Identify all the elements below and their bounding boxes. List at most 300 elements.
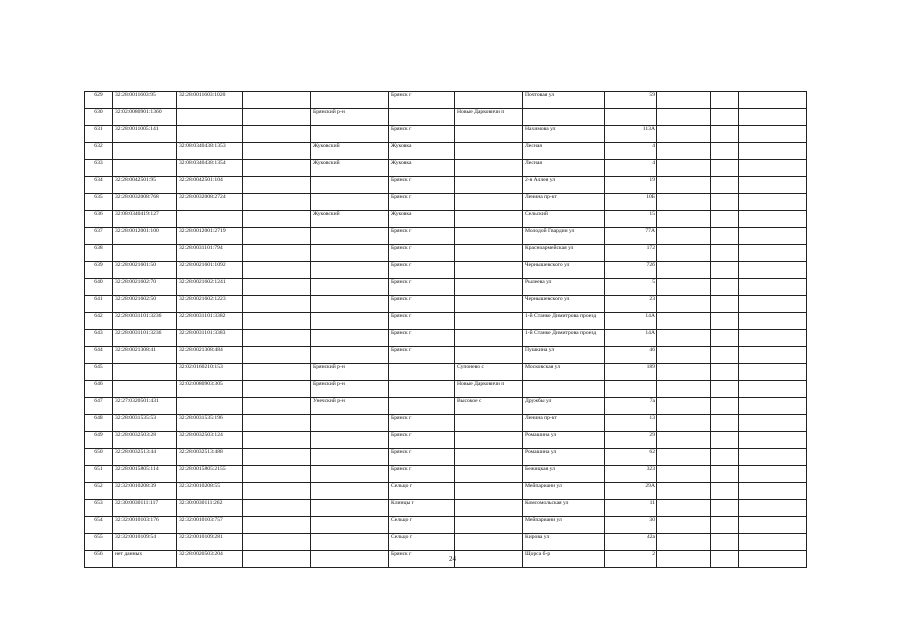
district-cell <box>311 228 389 245</box>
cadastral-number-building: 32:32:0010109:281 <box>177 534 243 551</box>
empty-cell <box>657 500 711 517</box>
cadastral-number-building: 32:02:0080903:305 <box>177 381 243 398</box>
table-row <box>85 211 807 228</box>
city-cell: Брянск г <box>389 279 455 296</box>
empty-cell <box>243 500 311 517</box>
street-cell: Чернышевского ул <box>523 262 605 279</box>
street-cell: Чернышевского ул <box>523 296 605 313</box>
empty-cell <box>711 279 739 296</box>
street-cell: Ленина пр-кт <box>523 415 605 432</box>
street-cell: Рылеева ул <box>523 279 605 296</box>
settlement-cell <box>455 228 523 245</box>
cadastral-number-land <box>113 364 177 381</box>
row-number: 633 <box>85 160 113 177</box>
street-cell: Ленина пр-кт <box>523 194 605 211</box>
city-cell <box>389 381 455 398</box>
empty-cell <box>657 449 711 466</box>
cadastral-number-building <box>177 109 243 126</box>
empty-cell <box>657 347 711 364</box>
empty-cell <box>243 177 311 194</box>
empty-cell <box>243 143 311 160</box>
row-number: 643 <box>85 330 113 347</box>
cadastral-number-building: 32:28:0031101:794 <box>177 245 243 262</box>
empty-cell <box>657 194 711 211</box>
empty-cell <box>739 296 807 313</box>
empty-cell <box>739 279 807 296</box>
building-number-cell: 72б <box>605 262 657 279</box>
empty-cell <box>243 347 311 364</box>
district-cell: Жуковский <box>311 143 389 160</box>
cadastral-number-land: 32:28:0031101:3236 <box>113 313 177 330</box>
empty-cell <box>243 330 311 347</box>
empty-cell <box>711 347 739 364</box>
empty-cell <box>243 126 311 143</box>
empty-cell <box>243 449 311 466</box>
table-row <box>85 279 807 296</box>
district-cell <box>311 296 389 313</box>
building-number-cell: 5 <box>605 279 657 296</box>
empty-cell <box>243 313 311 330</box>
empty-cell <box>739 449 807 466</box>
cadastral-number-land: 32:08:0340419:127 <box>113 211 177 228</box>
street-cell: 2-я Аллея ул <box>523 177 605 194</box>
district-cell <box>311 517 389 534</box>
cadastral-number-building <box>177 398 243 415</box>
row-number: 636 <box>85 211 113 228</box>
cadastral-number-land: 32:28:0015805:114 <box>113 466 177 483</box>
empty-cell <box>739 330 807 347</box>
street-cell: Московская ул <box>523 364 605 381</box>
street-cell: 1-й Станке Димитрова проезд <box>523 313 605 330</box>
empty-cell <box>243 228 311 245</box>
cadastral-number-building: 32:02:0160210:153 <box>177 364 243 381</box>
empty-cell <box>739 228 807 245</box>
cadastral-number-land: нет данных <box>113 551 177 568</box>
row-number: 640 <box>85 279 113 296</box>
table-row <box>85 313 807 330</box>
cadastral-number-building: 32:28:0032513:488 <box>177 449 243 466</box>
table-row <box>85 160 807 177</box>
empty-cell <box>243 245 311 262</box>
empty-cell <box>243 364 311 381</box>
empty-cell <box>739 194 807 211</box>
empty-cell <box>711 109 739 126</box>
empty-cell <box>739 262 807 279</box>
table-row <box>85 534 807 551</box>
cadastral-number-land: 32:28:0031101:3236 <box>113 330 177 347</box>
city-cell: Жуковка <box>389 211 455 228</box>
empty-cell <box>657 534 711 551</box>
table-row <box>85 262 807 279</box>
building-number-cell: 77А <box>605 228 657 245</box>
cadastral-number-building: 32:08:0340438:1353 <box>177 143 243 160</box>
city-cell: Брянск г <box>389 330 455 347</box>
street-cell: Нахимова ул <box>523 126 605 143</box>
cadastral-number-building: 32:32:0010208:55 <box>177 483 243 500</box>
empty-cell <box>739 160 807 177</box>
city-cell: Брянск г <box>389 177 455 194</box>
street-cell: Бежицкая ул <box>523 466 605 483</box>
building-number-cell: 172 <box>605 245 657 262</box>
empty-cell <box>657 364 711 381</box>
building-number-cell: 29А <box>605 483 657 500</box>
empty-cell <box>711 262 739 279</box>
property-table <box>84 91 807 568</box>
building-number-cell: 14А <box>605 313 657 330</box>
page-number: 24 <box>449 555 456 563</box>
settlement-cell <box>455 500 523 517</box>
empty-cell <box>739 432 807 449</box>
district-cell <box>311 466 389 483</box>
cadastral-number-building: 32:28:0031101:3383 <box>177 330 243 347</box>
empty-cell <box>657 398 711 415</box>
district-cell <box>311 92 389 109</box>
cadastral-number-building: 32:28:0032503:124 <box>177 432 243 449</box>
row-number: 639 <box>85 262 113 279</box>
city-cell <box>389 364 455 381</box>
empty-cell <box>739 347 807 364</box>
table-row <box>85 143 807 160</box>
empty-cell <box>657 466 711 483</box>
empty-cell <box>739 126 807 143</box>
table-body <box>85 92 807 568</box>
settlement-cell <box>455 177 523 194</box>
cadastral-number-building: 32:28:0020503:204 <box>177 551 243 568</box>
city-cell <box>389 109 455 126</box>
empty-cell <box>739 245 807 262</box>
city-cell: Сельцо г <box>389 534 455 551</box>
city-cell: Брянск г <box>389 551 455 568</box>
table-row <box>85 517 807 534</box>
cadastral-number-land: 32:28:0021601:50 <box>113 262 177 279</box>
empty-cell <box>711 160 739 177</box>
row-number: 651 <box>85 466 113 483</box>
street-cell: Лесная <box>523 160 605 177</box>
settlement-cell <box>455 483 523 500</box>
street-cell: Мейпарианн ул <box>523 483 605 500</box>
table-row <box>85 483 807 500</box>
street-cell: Лесная <box>523 143 605 160</box>
row-number: 634 <box>85 177 113 194</box>
district-cell: Брянский р-н <box>311 381 389 398</box>
cadastral-number-land <box>113 245 177 262</box>
table-row <box>85 398 807 415</box>
empty-cell <box>243 211 311 228</box>
empty-cell <box>711 211 739 228</box>
empty-cell <box>657 160 711 177</box>
district-cell <box>311 177 389 194</box>
empty-cell <box>243 381 311 398</box>
empty-cell <box>657 381 711 398</box>
settlement-cell <box>455 313 523 330</box>
street-cell: 1-й Станке Димитрова проезд <box>523 330 605 347</box>
city-cell: Брянск г <box>389 347 455 364</box>
row-number: 644 <box>85 347 113 364</box>
row-number: 632 <box>85 143 113 160</box>
row-number: 638 <box>85 245 113 262</box>
row-number: 646 <box>85 381 113 398</box>
empty-cell <box>243 534 311 551</box>
building-number-cell: 189 <box>605 364 657 381</box>
empty-cell <box>243 483 311 500</box>
settlement-cell <box>455 143 523 160</box>
table-row <box>85 449 807 466</box>
table-row <box>85 415 807 432</box>
settlement-cell <box>455 211 523 228</box>
empty-cell <box>657 432 711 449</box>
table-row <box>85 347 807 364</box>
empty-cell <box>711 313 739 330</box>
empty-cell <box>739 92 807 109</box>
cadastral-number-building: 32:28:0032008:2724 <box>177 194 243 211</box>
building-number-cell <box>605 109 657 126</box>
empty-cell <box>711 483 739 500</box>
empty-cell <box>739 534 807 551</box>
cadastral-number-land: 32:28:0032513:44 <box>113 449 177 466</box>
cadastral-number-building: 32:32:0010103:757 <box>177 517 243 534</box>
empty-cell <box>739 313 807 330</box>
empty-cell <box>739 483 807 500</box>
district-cell <box>311 262 389 279</box>
empty-cell <box>657 211 711 228</box>
city-cell: Сельцо г <box>389 517 455 534</box>
building-number-cell: 323 <box>605 466 657 483</box>
district-cell <box>311 483 389 500</box>
settlement-cell <box>455 449 523 466</box>
settlement-cell <box>455 262 523 279</box>
cadastral-number-building: 32:28:0021601:1092 <box>177 262 243 279</box>
building-number-cell: 10Б <box>605 194 657 211</box>
cadastral-number-land: 32:32:0010208:39 <box>113 483 177 500</box>
empty-cell <box>243 279 311 296</box>
settlement-cell <box>455 347 523 364</box>
table-row <box>85 296 807 313</box>
row-number: 645 <box>85 364 113 381</box>
cadastral-number-land: 32:28:0011603:95 <box>113 92 177 109</box>
empty-cell <box>739 109 807 126</box>
cadastral-number-land: 32:28:0032503:28 <box>113 432 177 449</box>
table-row <box>85 432 807 449</box>
empty-cell <box>657 92 711 109</box>
empty-cell <box>657 330 711 347</box>
table-row <box>85 245 807 262</box>
empty-cell <box>711 381 739 398</box>
empty-cell <box>711 517 739 534</box>
cadastral-number-building: 32:28:0021602:1223 <box>177 296 243 313</box>
empty-cell <box>739 466 807 483</box>
street-cell: Щорса б-р <box>523 551 605 568</box>
street-cell: Сельский <box>523 211 605 228</box>
street-cell: Комсомольская ул <box>523 500 605 517</box>
building-number-cell: 7а <box>605 398 657 415</box>
building-number-cell: 4 <box>605 143 657 160</box>
cadastral-number-building: 32:28:0012001:2719 <box>177 228 243 245</box>
cadastral-number-building: 32:28:0015805:2155 <box>177 466 243 483</box>
settlement-cell <box>455 432 523 449</box>
district-cell <box>311 330 389 347</box>
district-cell <box>311 126 389 143</box>
street-cell: Кирова ул <box>523 534 605 551</box>
empty-cell <box>657 109 711 126</box>
cadastral-number-land: 32:28:0012001:100 <box>113 228 177 245</box>
cadastral-number-building: 32:08:0340438:1354 <box>177 160 243 177</box>
row-number: 649 <box>85 432 113 449</box>
empty-cell <box>739 415 807 432</box>
city-cell: Брянск г <box>389 92 455 109</box>
district-cell <box>311 534 389 551</box>
building-number-cell: 62 <box>605 449 657 466</box>
empty-cell <box>243 109 311 126</box>
row-number: 635 <box>85 194 113 211</box>
row-number: 630 <box>85 109 113 126</box>
empty-cell <box>711 364 739 381</box>
settlement-cell <box>455 92 523 109</box>
empty-cell <box>711 92 739 109</box>
settlement-cell: Новые Дарковичи п <box>455 381 523 398</box>
empty-cell <box>657 279 711 296</box>
city-cell: Брянск г <box>389 415 455 432</box>
row-number: 653 <box>85 500 113 517</box>
empty-cell <box>711 415 739 432</box>
cadastral-number-building: 32:28:0031535:196 <box>177 415 243 432</box>
empty-cell <box>657 296 711 313</box>
empty-cell <box>243 160 311 177</box>
row-number: 648 <box>85 415 113 432</box>
cadastral-number-land: 32:28:0011005:141 <box>113 126 177 143</box>
city-cell: Жуковка <box>389 160 455 177</box>
settlement-cell <box>455 517 523 534</box>
empty-cell <box>243 194 311 211</box>
city-cell: Брянск г <box>389 245 455 262</box>
empty-cell <box>711 126 739 143</box>
street-cell <box>523 381 605 398</box>
city-cell: Брянск г <box>389 228 455 245</box>
empty-cell <box>711 177 739 194</box>
cadastral-number-land: 32:28:0021602:50 <box>113 296 177 313</box>
settlement-cell <box>455 160 523 177</box>
building-number-cell: 29 <box>605 432 657 449</box>
cadastral-number-land: 32:32:0010103:176 <box>113 517 177 534</box>
cadastral-number-land: 32:30:0030111:117 <box>113 500 177 517</box>
cadastral-number-land: 32:28:0031535:53 <box>113 415 177 432</box>
empty-cell <box>657 517 711 534</box>
row-number: 631 <box>85 126 113 143</box>
building-number-cell: 4 <box>605 160 657 177</box>
empty-cell <box>711 330 739 347</box>
cadastral-number-building <box>177 126 243 143</box>
empty-cell <box>711 245 739 262</box>
settlement-cell <box>455 126 523 143</box>
district-cell: Жуковский <box>311 160 389 177</box>
empty-cell <box>657 483 711 500</box>
empty-cell <box>243 92 311 109</box>
street-cell: Пушкина ул <box>523 347 605 364</box>
empty-cell <box>657 126 711 143</box>
row-number: 647 <box>85 398 113 415</box>
empty-cell <box>711 449 739 466</box>
cadastral-number-land: 32:28:0032008:768 <box>113 194 177 211</box>
empty-cell <box>657 415 711 432</box>
empty-cell <box>711 432 739 449</box>
empty-cell <box>243 432 311 449</box>
cadastral-number-land: 32:02:0080901:1360 <box>113 109 177 126</box>
building-number-cell: 15 <box>605 211 657 228</box>
empty-cell <box>243 517 311 534</box>
cadastral-number-building: 32:30:0030111:262 <box>177 500 243 517</box>
row-number: 642 <box>85 313 113 330</box>
street-cell: Ромашина ул <box>523 432 605 449</box>
cadastral-number-land: 32:28:0021602:70 <box>113 279 177 296</box>
row-number: 641 <box>85 296 113 313</box>
settlement-cell <box>455 330 523 347</box>
empty-cell <box>711 194 739 211</box>
row-number: 629 <box>85 92 113 109</box>
city-cell: Жуковка <box>389 143 455 160</box>
table-row <box>85 381 807 398</box>
table-row <box>85 466 807 483</box>
city-cell: Клинцы г <box>389 500 455 517</box>
table-row <box>85 194 807 211</box>
cadastral-number-land <box>113 381 177 398</box>
empty-cell <box>739 398 807 415</box>
district-cell: Унечский р-н <box>311 398 389 415</box>
cadastral-number-building: 32:28:0011603:1020 <box>177 92 243 109</box>
cadastral-number-land <box>113 160 177 177</box>
settlement-cell <box>455 279 523 296</box>
cadastral-number-building: 32:28:0042501:104 <box>177 177 243 194</box>
city-cell: Брянск г <box>389 194 455 211</box>
row-number: 656 <box>85 551 113 568</box>
empty-cell <box>739 500 807 517</box>
building-number-cell: 2 <box>605 551 657 568</box>
empty-cell <box>711 143 739 160</box>
city-cell: Брянск г <box>389 449 455 466</box>
building-number-cell: 13 <box>605 415 657 432</box>
city-cell: Брянск г <box>389 296 455 313</box>
table-row <box>85 228 807 245</box>
settlement-cell: Новые Дарковичи п <box>455 109 523 126</box>
city-cell: Брянск г <box>389 313 455 330</box>
street-cell: Почтовая ул <box>523 92 605 109</box>
table-row <box>85 364 807 381</box>
empty-cell <box>739 517 807 534</box>
district-cell <box>311 500 389 517</box>
district-cell <box>311 313 389 330</box>
table-row <box>85 109 807 126</box>
cadastral-number-land: 32:32:0010109:54 <box>113 534 177 551</box>
building-number-cell: 113А <box>605 126 657 143</box>
city-cell: Брянск г <box>389 466 455 483</box>
cadastral-number-building: 32:28:0031101:3382 <box>177 313 243 330</box>
empty-cell <box>243 466 311 483</box>
city-cell: Брянск г <box>389 432 455 449</box>
street-cell: Дружбы ул <box>523 398 605 415</box>
district-cell <box>311 415 389 432</box>
table-row <box>85 330 807 347</box>
building-number-cell: 23 <box>605 296 657 313</box>
street-cell: Мейпариани ул <box>523 517 605 534</box>
building-number-cell: 11 <box>605 500 657 517</box>
cadastral-number-land <box>113 143 177 160</box>
city-cell <box>389 398 455 415</box>
district-cell <box>311 194 389 211</box>
row-number: 637 <box>85 228 113 245</box>
empty-cell <box>657 313 711 330</box>
street-cell: Молодой Гвардии ул <box>523 228 605 245</box>
empty-cell <box>739 211 807 228</box>
empty-cell <box>243 398 311 415</box>
city-cell: Сельцо г <box>389 483 455 500</box>
